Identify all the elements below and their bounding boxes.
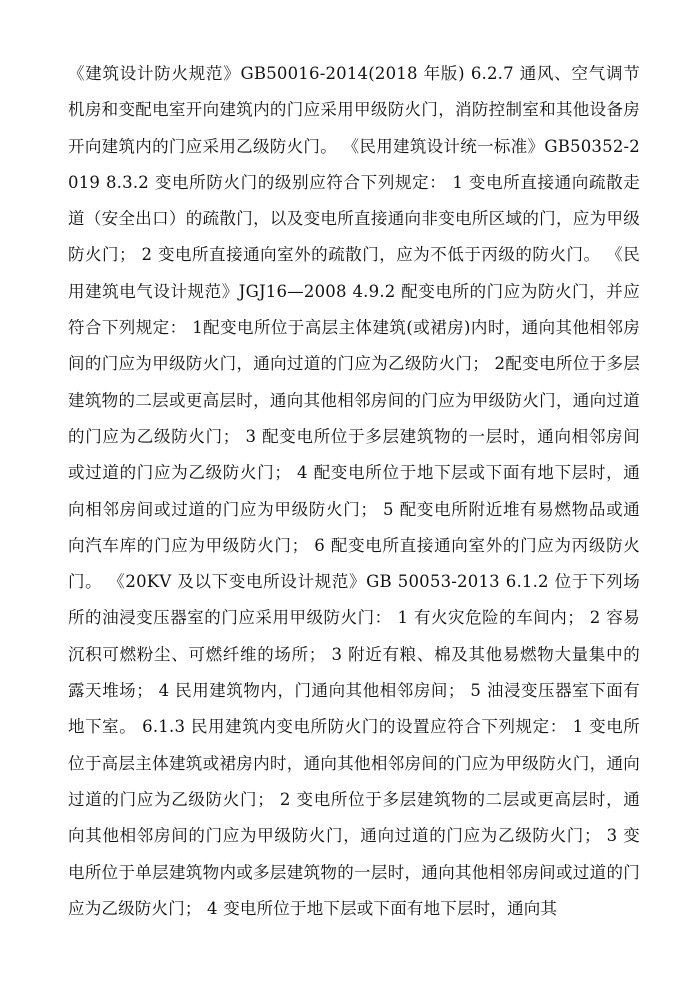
body-text: 《建筑设计防火规范》GB50016-2014(2018 年版) 6.2.7 通风、空气调节机房和变配电室开向建筑内的门应采用甲级防火门，消防控制室和其他设备房开向建筑内的门应采用乙级防火门。 《民用建筑设计统一标准》GB50352-2019 8.3.2 变电所防火门的级别应符合下列规定： 1 变电所直接通向疏散走道（安全出口）的疏散门，以及变电所直接通向非变电所区域的门，应为甲级防火门； 2 变电所直接通向室外的疏散门，应为不低于丙级的防火门。 《民用建筑电气设计规范》JGJ16—2008 4.9.2 配变电所的门应为防火门，并应符合下列规定： 1配变电所位于高层主体建筑(或裙房)内时，通向其他相邻房间的门应为甲级防火门，通向过道的门应为乙级防火门； 2配变电所位于多层建筑物的二层或更高层时，通向其他相邻房间的门应为甲级防火门，通向过道的门应为乙级防火门； 3 配变电所位于多层建筑物的一层时，通向相邻房间或过道的门应为乙级防火门； 4 配变电所位于地下层或下面有地下层时，通向相邻房间或过道的门应为甲级防火门； 5 配变电所附近堆有易燃物品或通向汽车库的门应为甲级防火门； 6 配变电所直接通向室外的门应为丙级防火门。 《20KV 及以下变电所设计规范》GB 50053-2013 6.1.2 位于下列场所的油浸变压器室的门应采用甲级防火门： 1 有火灾危险的车间内； 2 容易沉积可燃粉尘、可燃纤维的场所； 3 附近有粮、棉及其他易燃物大量集中的露天堆场； 4 民用建筑物内，门通向其他相邻房间； 5 油浸变压器室下面有地下室。 6.1.3 民用建筑内变电所防火门的设置应符合下列规定： 1 变电所位于高层主体建筑或裙房内时，通向其他相邻房间的门应为甲级防火门，通向过道的门应为乙级防火门； 2 变电所位于多层建筑物的二层或更高层时，通向其他相邻房间的门应为甲级防火门，通向过道的门应为乙级防火门； 3 变电所位于单层建筑物内或多层建筑物的一层时，通向其他相邻房间或过道的门应为乙级防火门； 4 变电所位于地下层或下面有地下层时，通向其: [68, 64, 640, 918]
